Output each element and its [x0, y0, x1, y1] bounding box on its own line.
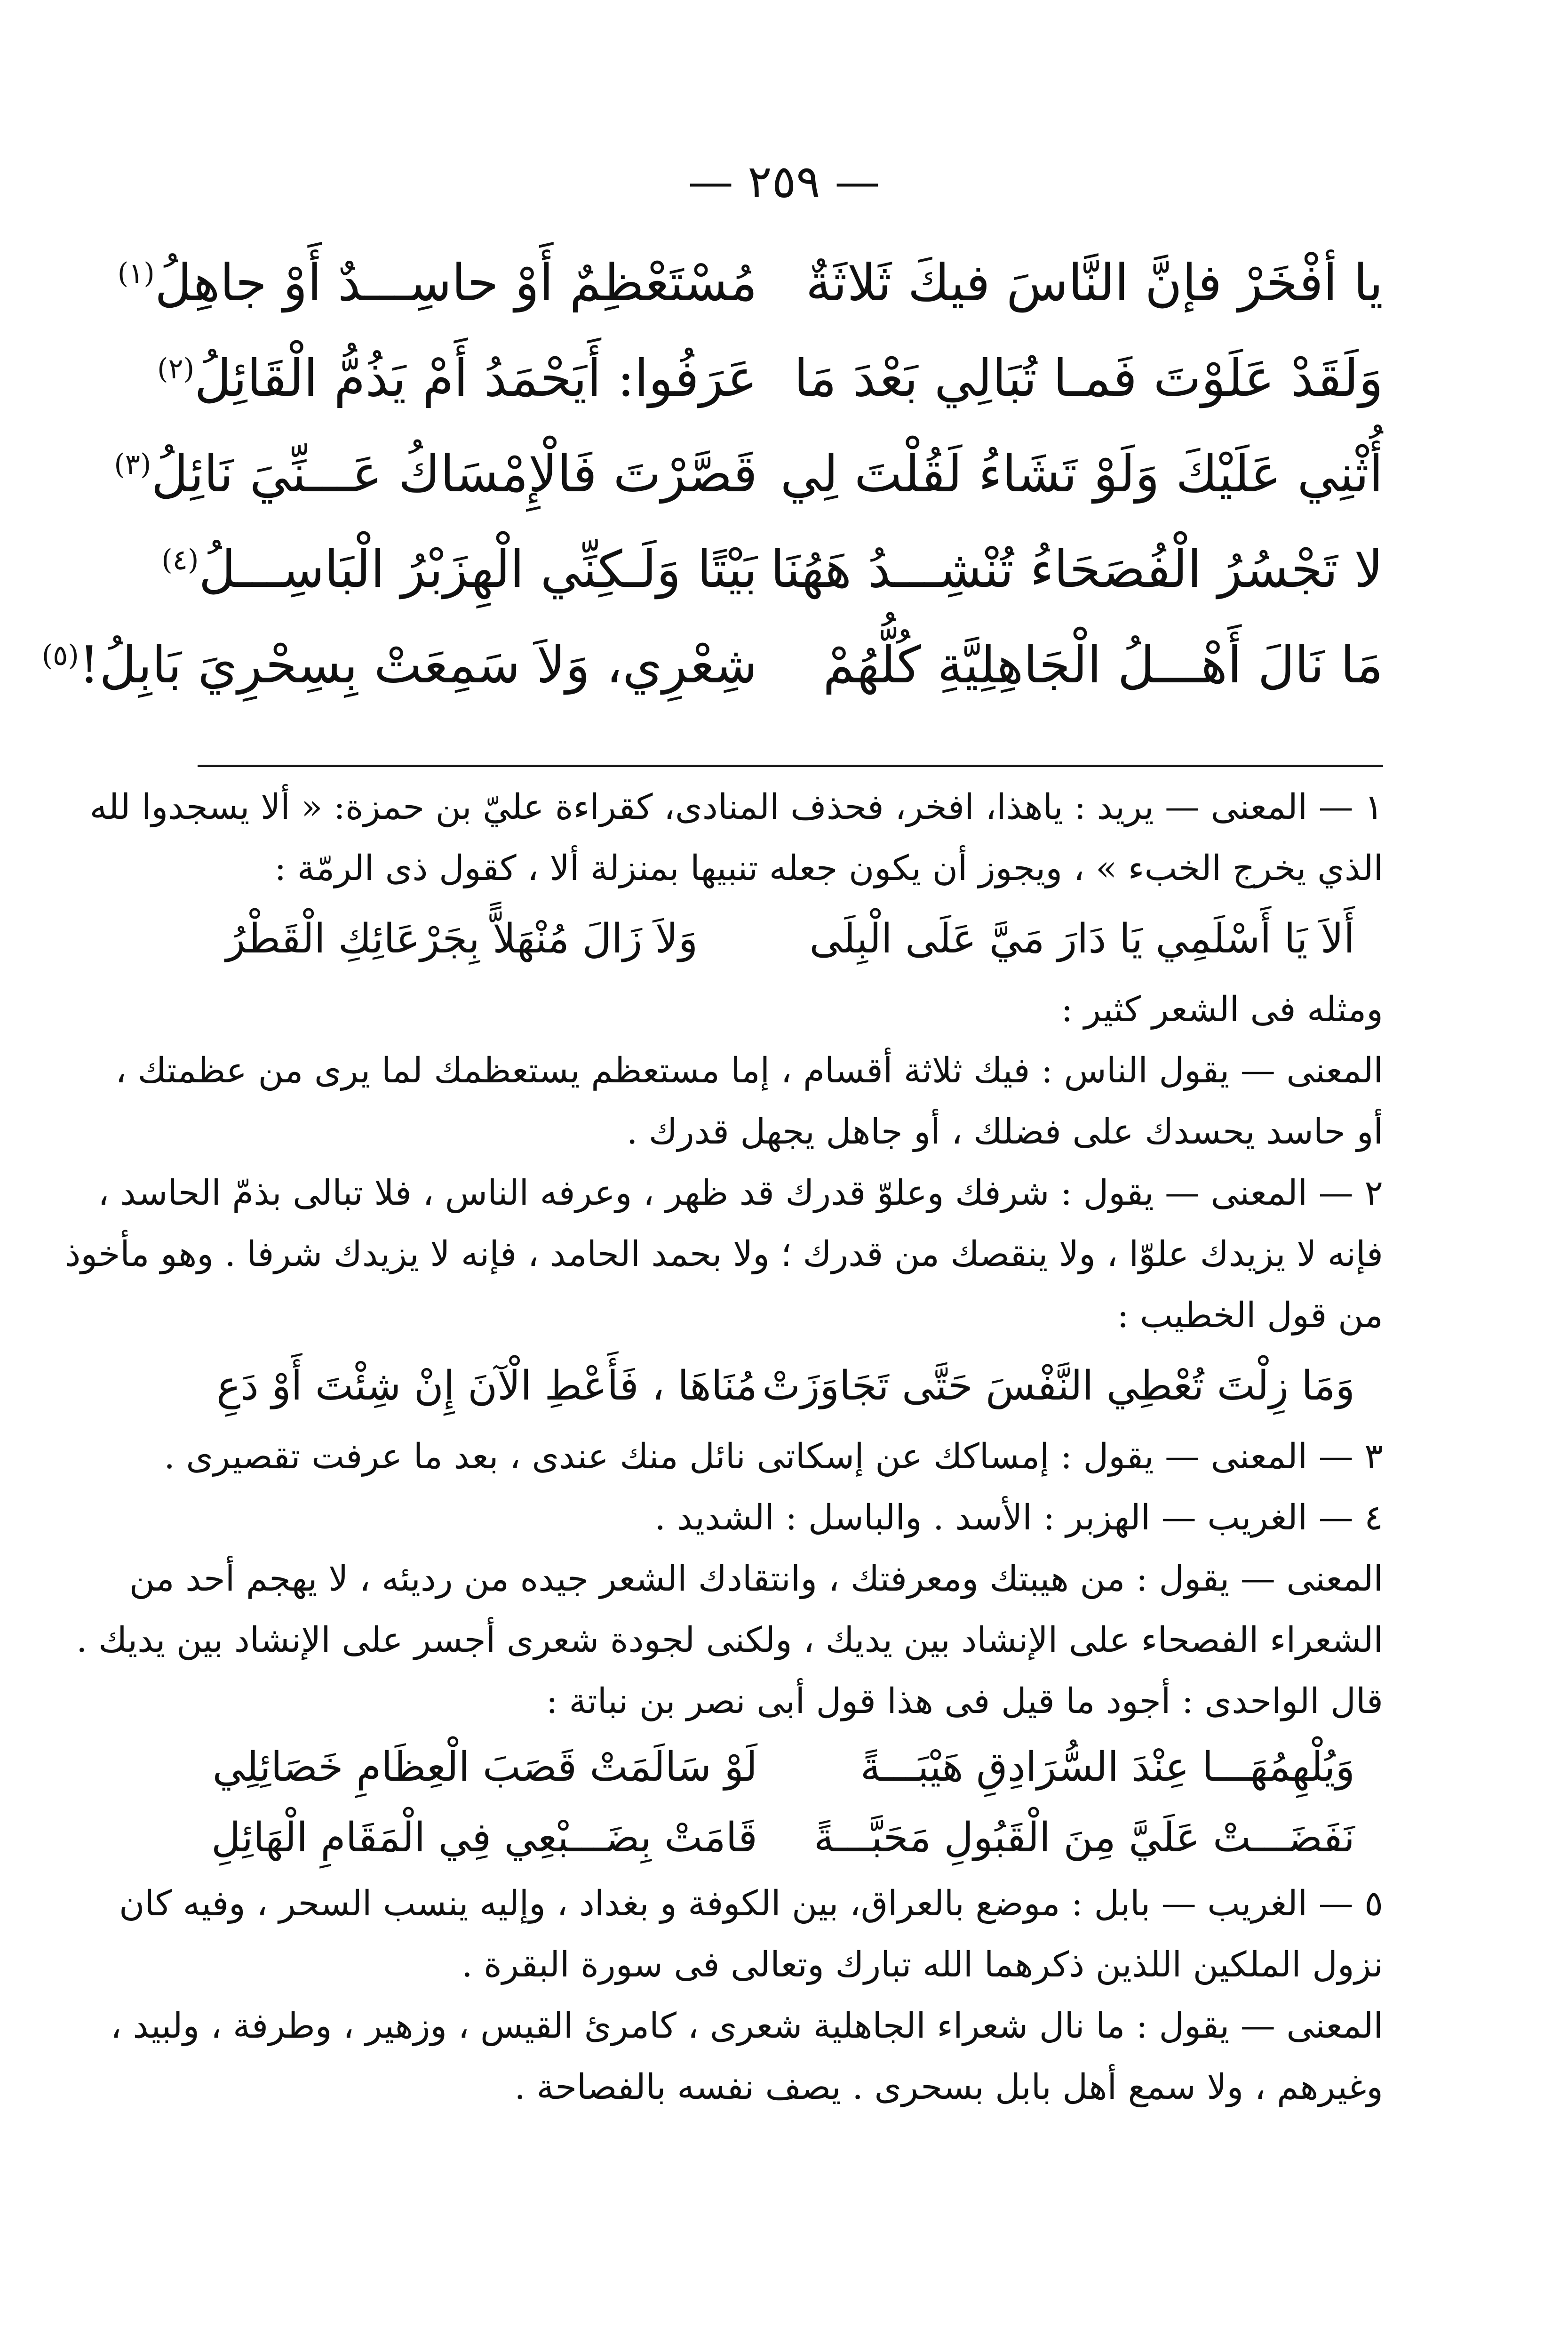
note-4-line-1: ٤ — الغريب — الهزبر : الأسد . والباسل : الشديد .	[654, 1497, 1383, 1538]
verse-3-second-hemistich	[114, 417, 757, 522]
note-4-line-4: قال الواحدى : أجود ما قيل فى هذا قول أبى نصر بن نباتة :	[546, 1681, 1383, 1721]
note-1-cited-verse-second: وَلاَ زَالَ مُنْهَلاًّ بِجَرْعَائِكِ الْقَطْرُ	[226, 915, 698, 962]
note-2-line-2: فإنه لا يزيدك علوّا ، ولا ينقصك من قدرك ؛ ولا بحمد الحامد ، فإنه لا يزيدك شرفا . وهو مأخوذ	[65, 1234, 1383, 1274]
verse-5-second-hemistich	[41, 608, 757, 713]
note-5-line-3: المعنى — يقول : ما نال شعراء الجاهلية شعرى ، كامرئ القيس ، وزهير ، وطرفة ، ولبيد ،	[110, 2006, 1383, 2046]
verse-2	[157, 321, 1383, 417]
note-1-line-4: المعنى — يقول الناس : فيك ثلاثة أقسام ، إما مستعظم يستعظمك لما يرى من عظمتك ،	[115, 1050, 1383, 1091]
verse-2-second-text: عَرَفُوا: أَيَحْمَدُ أَمْ يَذُمُّ الْقَائِلُ	[194, 349, 757, 408]
note-4-cited-verse-1-first: وَيُلْهِمُهَـــا عِنْدَ السُّرَادِقِ هَيْبَـــةً	[860, 1744, 1355, 1791]
note-2-line-3: من قول الخطيب :	[1117, 1295, 1383, 1336]
page-number: — ٢٥٩ —	[688, 155, 880, 208]
verse-1-second-hemistich	[117, 226, 757, 331]
verse-4-first-hemistich: لا تَجْسُرُ الْفُصَحَاءُ تُنْشِـــدُ هَهُنَا	[770, 540, 1383, 599]
verse-3-second-text: قَصَّرْتَ فَالْإِمْسَاكُ عَـــنِّيَ نَائِلُ	[151, 445, 757, 504]
verse-3-first-hemistich: أُثْنِي عَلَيْكَ وَلَوْ تَشَاءُ لَقُلْتَ لِي	[780, 445, 1383, 504]
note-4-line-3: الشعراء الفصحاء على الإنشاد بين يديك ، ولكنى لجودة شعرى أجسر على الإنشاد بين يديك .	[76, 1620, 1383, 1660]
note-4-cited-verse-1-second: لَوْ سَالَمَتْ قَصَبَ الْعِظَامِ خَصَائِلِي	[212, 1744, 757, 1791]
note-2-line-1: ٢ — المعنى — يقول : شرفك وعلوّ قدرك قد ظهر ، وعرفه الناس ، فلا تبالى بذمّ الحاسد ،	[98, 1173, 1383, 1213]
verse-4-second-hemistich	[161, 512, 757, 617]
note-4-line-2: المعنى — يقول : من هيبتك ومعرفتك ، وانتقادك الشعر جيده من رديئه ، لا يهجم أحد من	[129, 1559, 1383, 1599]
verse-2-first-hemistich: وَلَقَدْ عَلَوْتَ فَمـا تُبَالِي بَعْدَ مَا	[794, 349, 1383, 408]
footnotes	[65, 776, 1383, 2118]
note-1-line-1: ١ — المعنى — يريد : ياهذا، افخر، فحذف المنادى، كقراءة عليّ بن حمزة: « ألا يسجدوا لله	[89, 787, 1383, 827]
verse-4	[161, 512, 1383, 608]
note-4-cited-verse-1	[198, 1732, 1383, 1802]
verse-5-first-hemistich: مَا نَالَ أَهْـــلُ الْجَاهِلِيَّةِ كُلُّهُمْ	[823, 636, 1383, 695]
verse-4-second-text: بَيْتًا وَلَـكِنِّي الْهِزَبْرُ الْبَاسِـــلُ	[199, 540, 757, 599]
footnote-separator	[198, 765, 1383, 767]
verse-5	[41, 608, 1383, 704]
note-2-cited-verse-first: وَمَا زِلْتَ تُعْطِي النَّفْسَ حَتَّى تَجَاوَزَتْ	[762, 1362, 1355, 1409]
note-1-line-2: الذي يخرج الخبء » ، ويجوز أن يكون جعله تنبيها بمنزلة ألا ، كقول ذى الرمّة :	[274, 848, 1383, 888]
footnote-mark-2: (٢)	[157, 352, 195, 385]
poem-verses	[41, 226, 1383, 704]
note-1-line-3: ومثله فى الشعر كثير :	[1061, 989, 1383, 1030]
note-1-line-5: أو حاسد يحسدك على فضلك ، أو جاهل يجهل قدرك .	[626, 1112, 1383, 1152]
note-4-cited-verse-2-second: قَامَتْ بِضَـــبْعِي فِي الْمَقَامِ الْهَائِلِ	[211, 1814, 757, 1861]
footnote-mark-1: (١)	[117, 257, 155, 290]
note-5-line-4: وغيرهم ، ولا سمع أهل بابل بسحرى . يصف نفسه بالفصاحة .	[514, 2067, 1383, 2107]
note-5-line-1: ٥ — الغريب — بابل : موضع بالعراق، بين الكوفة و بغداد ، وإليه ينسب السحر ، وفيه كان	[119, 1883, 1383, 1924]
note-1-cited-verse-first: أَلاَ يَا أَسْلَمِي يَا دَارَ مَيَّ عَلَى الْبِلَى	[809, 915, 1355, 962]
verse-2-second-hemistich	[157, 321, 757, 426]
note-2-cited-verse	[198, 1346, 1383, 1426]
note-4-cited-verse-2	[198, 1802, 1383, 1873]
verse-3	[114, 417, 1383, 512]
note-5-line-2: نزول الملكين اللذين ذكرهما الله تبارك وتعالى فى سورة البقرة .	[462, 1944, 1383, 1985]
verse-1-first-hemistich: يا أفْخَرْ فإنَّ النَّاسَ فيكَ ثَلاثَةٌ	[805, 254, 1383, 312]
footnote-mark-5: (٥)	[41, 639, 79, 672]
note-2-cited-verse-second: مُنَاهَا ، فَأَعْطِ الْآنَ إِنْ شِئْتَ أَوْ دَعِ	[216, 1362, 757, 1409]
verse-1	[117, 226, 1383, 321]
note-1-cited-verse	[198, 899, 1383, 979]
footnote-mark-3: (٣)	[114, 448, 151, 481]
verse-5-second-text: شِعْرِي، وَلاَ سَمِعَتْ بِسِحْرِيَ بَابِلُ!	[79, 636, 757, 695]
note-4-cited-verse-2-first: نَفَضَـــتْ عَلَيَّ مِنَ الْقَبُولِ مَحَبَّـــةً	[813, 1814, 1355, 1861]
verse-1-second-text: مُسْتَعْظِمٌ أَوْ حاسِـــدٌ أَوْ جاهِلُ	[154, 254, 757, 312]
footnote-mark-4: (٤)	[161, 544, 199, 576]
note-3-line-1: ٣ — المعنى — يقول : إمساكك عن إسكاتى نائل منك عندى ، بعد ما عرفت تقصيرى .	[164, 1436, 1383, 1477]
